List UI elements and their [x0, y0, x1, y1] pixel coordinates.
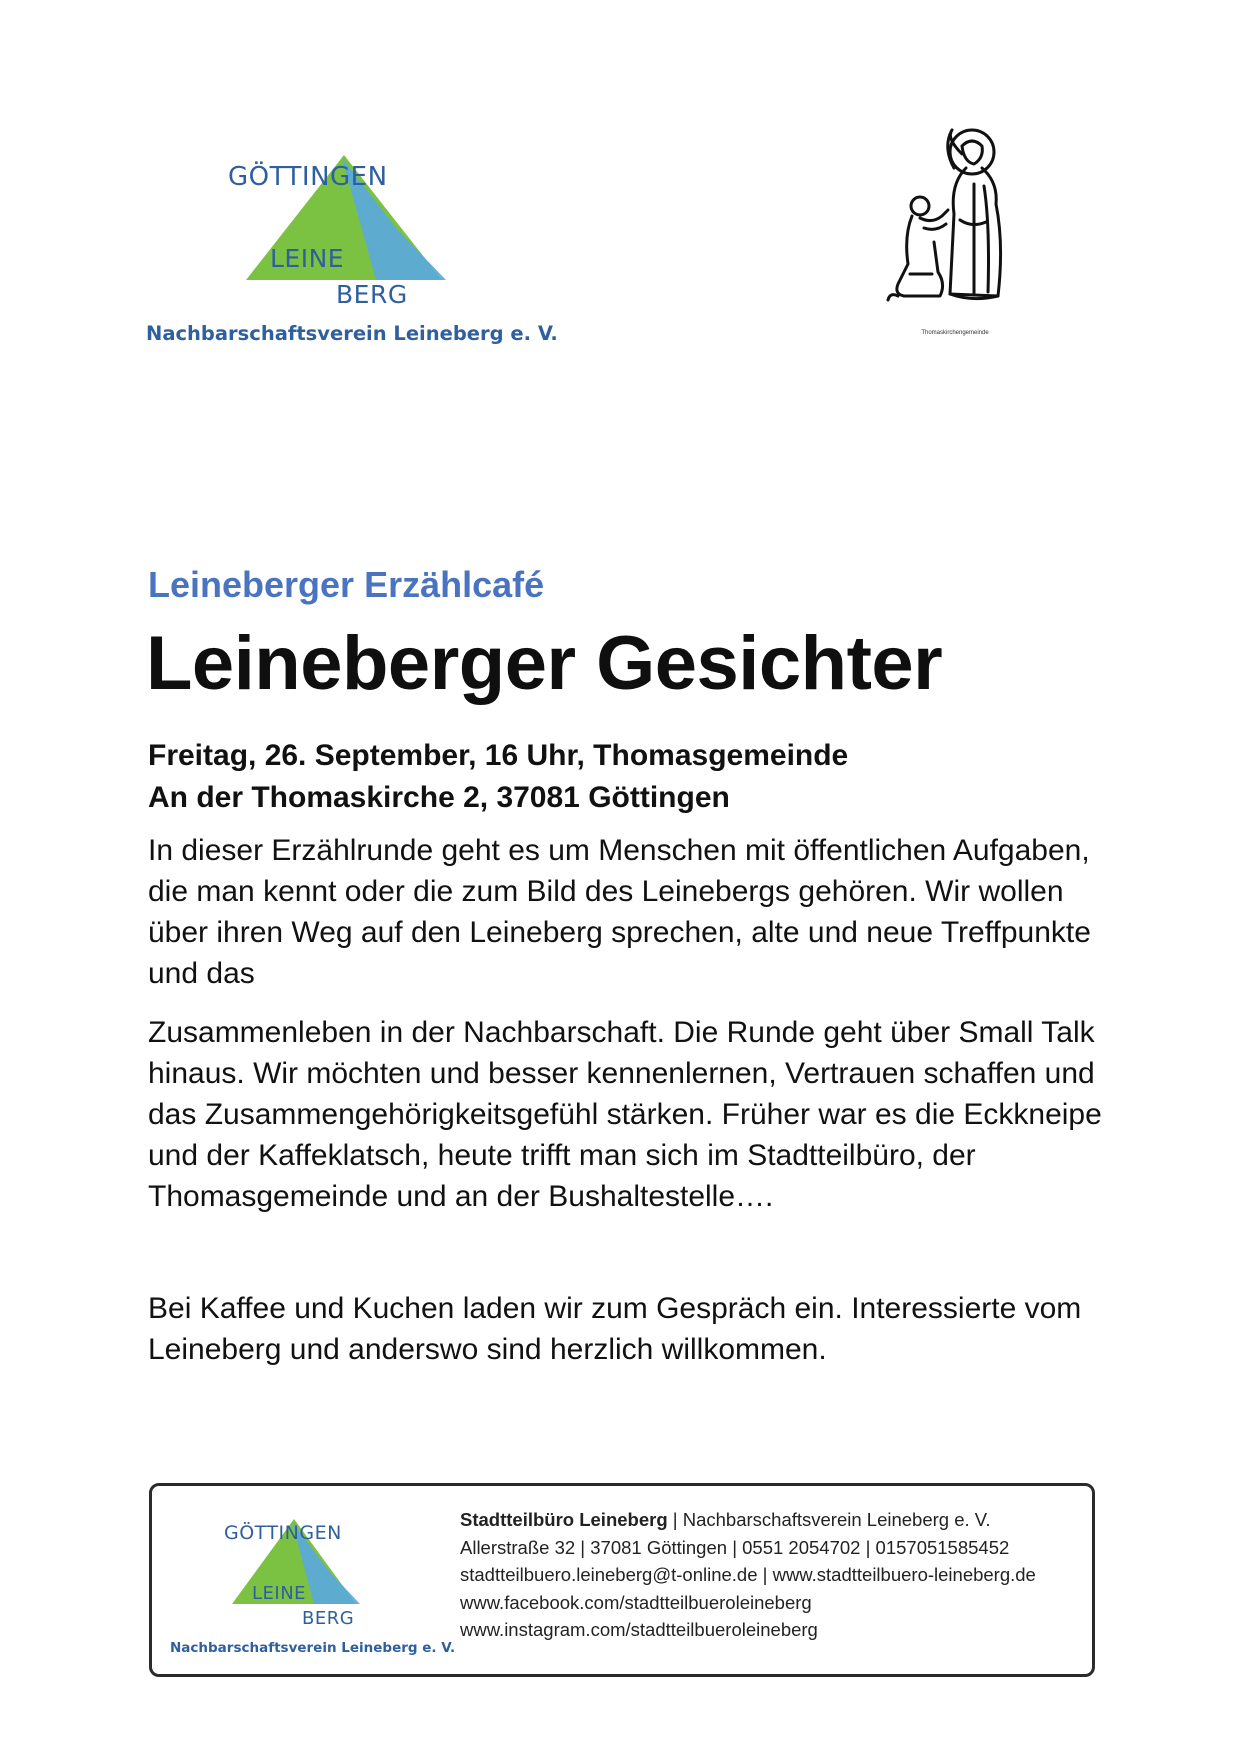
contact-footer	[149, 1483, 1095, 1677]
facebook-link[interactable]: www.facebook.com/stadtteilbueroleineberg	[460, 1591, 812, 1613]
church-caption: Thomaskirchengemeinde	[921, 330, 989, 336]
office-association: | Nachbarschaftsverein Leineberg e. V.	[667, 1509, 991, 1530]
footer-logo-word-berg: BERG	[302, 1608, 355, 1629]
footer-logo-caption: Nachbarschaftsverein Leineberg e. V.	[170, 1640, 456, 1656]
logo-caption: Nachbarschaftsverein Leineberg e. V.	[146, 322, 558, 345]
office-line	[460, 1506, 1036, 1534]
office-name: Stadtteilbüro Leineberg	[460, 1509, 668, 1530]
event-address-line: An der Thomaskirche 2, 37081 Göttingen	[148, 781, 730, 814]
logo-word-berg: BERG	[336, 280, 408, 309]
event-date-line: Freitag, 26. September, 16 Uhr, Thomasgemeinde	[148, 739, 849, 772]
footer-logo-word-goettingen: GÖTTINGEN	[224, 1522, 342, 1544]
footer-leineberg-logo	[170, 1514, 456, 1664]
event-series-subtitle: Leineberger Erzählcafé	[148, 564, 545, 605]
instagram-link[interactable]: www.instagram.com/stadtteilbueroleineberg	[460, 1619, 818, 1640]
body-paragraph-3: Bei Kaffee und Kuchen laden wir zum Gespräch ein. Interessierte vom Leineberg und anderswo sind herzlich willkommen.	[148, 1292, 1082, 1366]
page-title: Leineberger Gesichter	[146, 621, 943, 706]
body-paragraph-2: Zusammenleben in der Nachbarschaft. Die Runde geht über Small Talk hinaus. Wir möchten und besser kennenlernen, Vertrauen schaffen und das Zusammengehörigkeitsgefühl stärken. Früher war es die Eckkneipe und der Kaffeklatsch, heute trifft man sich im Stadtteilbüro, der Thomasgemeinde und an der Bushaltestelle….	[148, 1016, 1102, 1213]
contact-details	[460, 1506, 1036, 1644]
logo-word-goettingen: GÖTTINGEN	[228, 162, 388, 192]
leineberg-logo	[146, 150, 558, 360]
footer-logo-word-leine: LEINE	[252, 1583, 307, 1604]
email-web-line: stadtteilbuero.leineberg@t-online.de | www.stadtteilbuero-leineberg.de	[460, 1564, 1036, 1585]
body-paragraph-1: In dieser Erzählrunde geht es um Menschen mit öffentlichen Aufgaben, die man kennt oder die zum Bild des Leinebergs gehören. Wir wollen über ihren Weg auf den Leineberg sprechen, alte und neue Treffpunkte und das	[148, 834, 1091, 990]
logo-word-leine: LEINE	[270, 244, 345, 273]
event-details	[148, 735, 848, 819]
address-line: Allerstraße 32 | 37081 Göttingen | 0551 2054702 | 0157051585452	[460, 1536, 1010, 1558]
apostle-thomas-drawing-icon	[880, 124, 1030, 324]
church-logo	[880, 124, 1030, 344]
